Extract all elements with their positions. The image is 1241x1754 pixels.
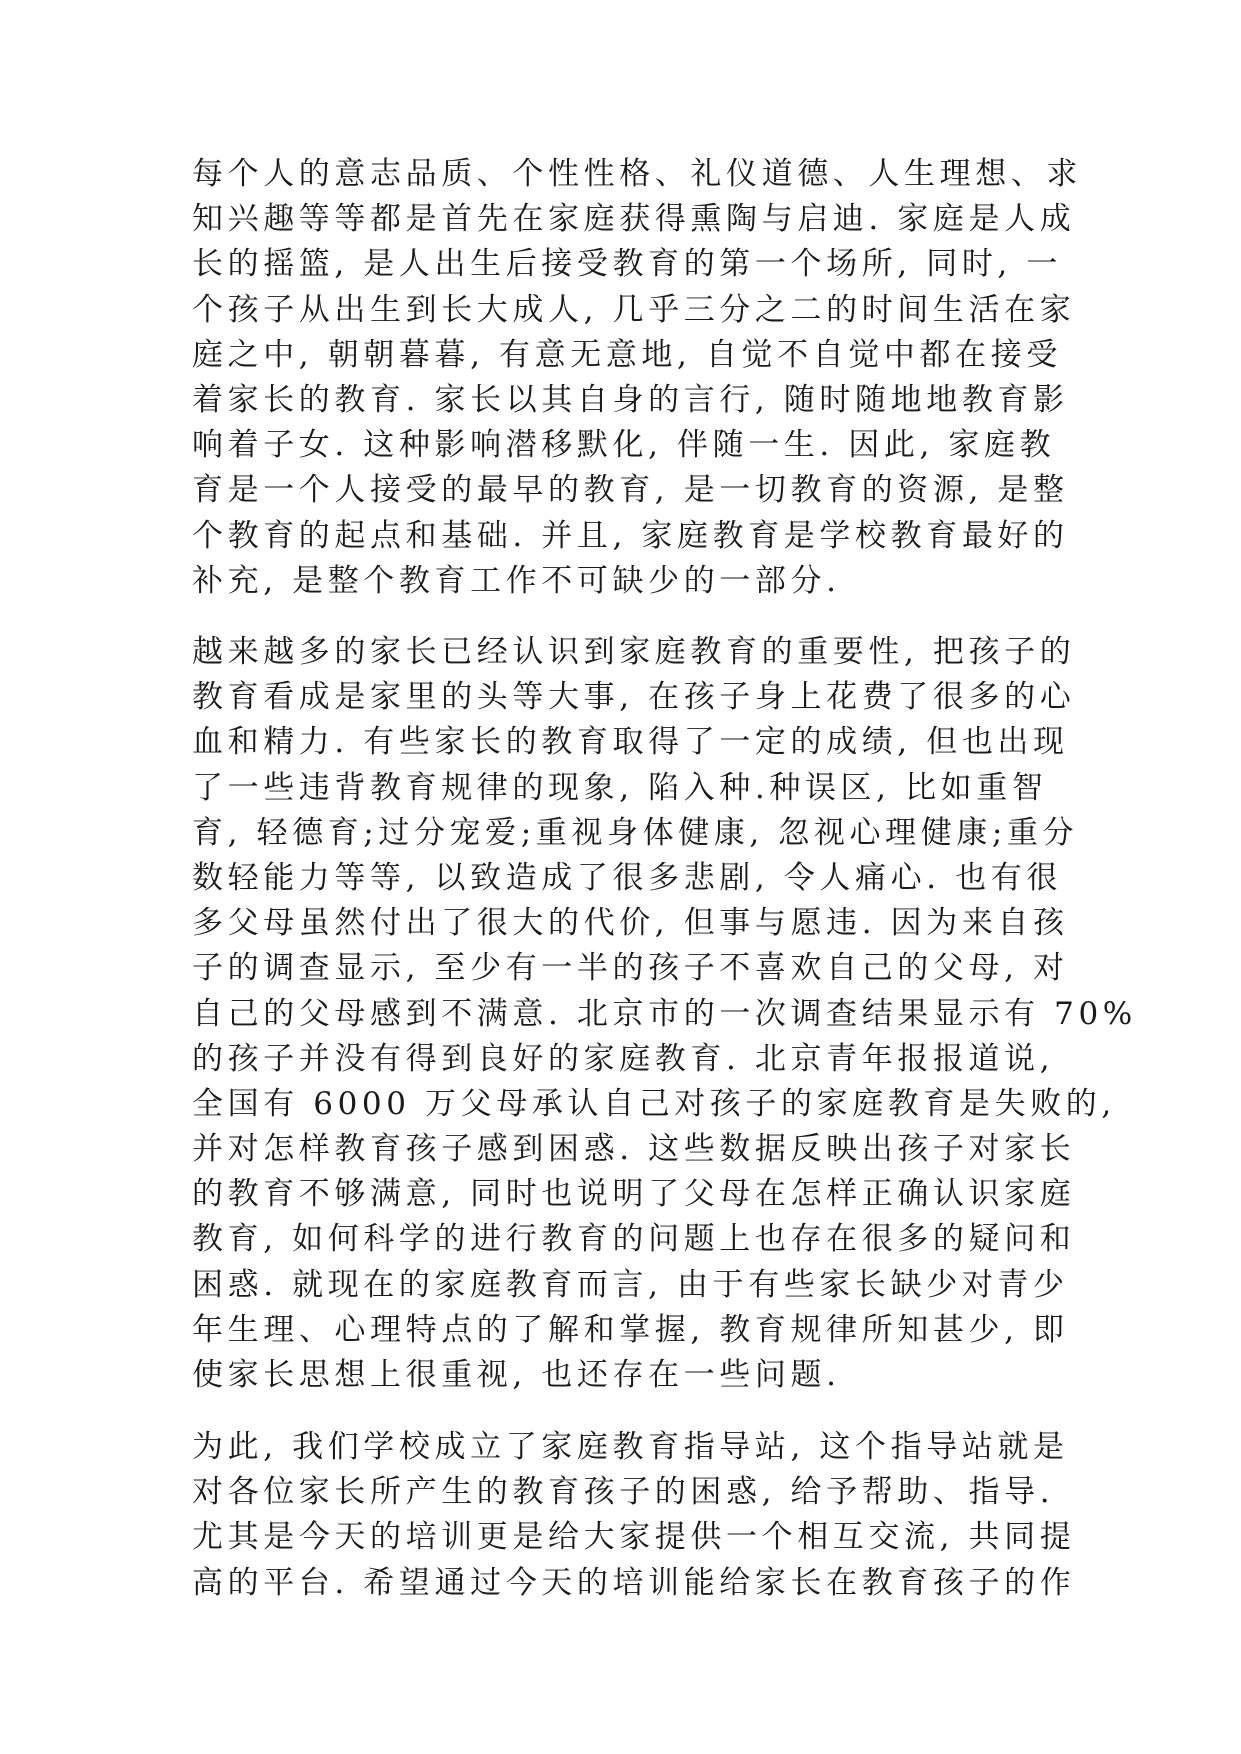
text-line: 并对怎样教育孩子感到困惑. 这些数据反映出孩子对家长 — [192, 1131, 1076, 1168]
text-line: 长的摇篮, 是人出生后接受教育的第一个场所, 同时, 一 — [192, 246, 1062, 283]
text-line: 育是一个人接受的最早的教育, 是一切教育的资源, 是整 — [192, 472, 1069, 509]
text-line: 年生理、心理特点的了解和掌握, 教育规律所知甚少, 即 — [192, 1311, 1069, 1348]
text-line: 着家长的教育. 家长以其自身的言行, 随时随地地教育影 — [192, 381, 1069, 418]
text-line: 自己的父母感到不满意. 北京市的一次调查结果显示有 70% — [192, 995, 1137, 1032]
text-line: 困惑. 就现在的家庭教育而言, 由于有些家长缺少对青少 — [192, 1266, 1069, 1303]
text-line: 使家长思想上很重视, 也还存在一些问题. — [192, 1357, 841, 1393]
text-line: 个孩子从出生到长大成人, 几乎三分之二的时间生活在家 — [192, 291, 1076, 328]
text-line: 血和精力. 有些家长的教育取得了一定的成绩, 但也出现 — [192, 724, 1069, 761]
paragraph-parental-misconceptions — [192, 630, 1137, 1398]
text-line: 越来越多的家长已经认识到家庭教育的重要性, 把孩子的 — [192, 634, 1076, 670]
paragraph-family-education-importance — [192, 152, 1082, 604]
text-line: 多父母虽然付出了很大的代价, 但事与愿违. 因为来自孩 — [192, 905, 1069, 942]
text-line: 为此, 我们学校成立了家庭教育指导站, 这个指导站就是 — [192, 1429, 1069, 1465]
text-line: 个教育的起点和基础. 并且, 家庭教育是学校教育最好的 — [192, 517, 1069, 554]
text-line: 育, 轻德育;过分宠爱;重视身体健康, 忽视心理健康;重分 — [192, 814, 1079, 851]
text-line: 子的调查显示, 至少有一半的孩子不喜欢自己的父母, 对 — [192, 950, 1069, 987]
text-line: 庭之中, 朝朝暮暮, 有意无意地, 自觉不自觉中都在接受 — [192, 336, 1062, 373]
text-line: 的孩子并没有得到良好的家庭教育. 北京青年报报道说, — [192, 1040, 1055, 1077]
text-line: 响着子女. 这种影响潜移默化, 伴随一生. 因此, 家庭教 — [192, 427, 1056, 464]
text-line: 补充, 是整个教育工作不可缺少的一部分. — [192, 562, 841, 599]
text-line: 教育, 如何科学的进行教育的问题上也存在很多的疑问和 — [192, 1221, 1076, 1258]
text-line: 了一些违背教育规律的现象, 陷入种.种误区, 比如重智 — [192, 769, 1048, 806]
text-line: 高的平台. 希望通过今天的培训能给家长在教育孩子的作 — [192, 1564, 1076, 1601]
text-line: 全国有 6000 万父母承认自己对孩子的家庭教育是失败的, — [192, 1085, 1116, 1122]
text-line: 每个人的意志品质、个性性格、礼仪道德、人生理想、求 — [192, 156, 1082, 192]
text-line: 数轻能力等等, 以致造成了很多悲剧, 令人痛心. 也有很 — [192, 859, 1062, 896]
text-line: 教育看成是家里的头等大事, 在孩子身上花费了很多的心 — [192, 679, 1076, 716]
text-line: 尤其是今天的培训更是给大家提供一个相互交流, 共同提 — [192, 1519, 1076, 1556]
paragraph-guidance-station — [192, 1425, 1076, 1606]
text-line: 知兴趣等等都是首先在家庭获得熏陶与启迪. 家庭是人成 — [192, 201, 1076, 238]
text-line: 对各位家长所产生的教育孩子的困惑, 给予帮助、指导. — [192, 1474, 1055, 1511]
text-line: 的教育不够满意, 同时也说明了父母在怎样正确认识家庭 — [192, 1176, 1076, 1213]
